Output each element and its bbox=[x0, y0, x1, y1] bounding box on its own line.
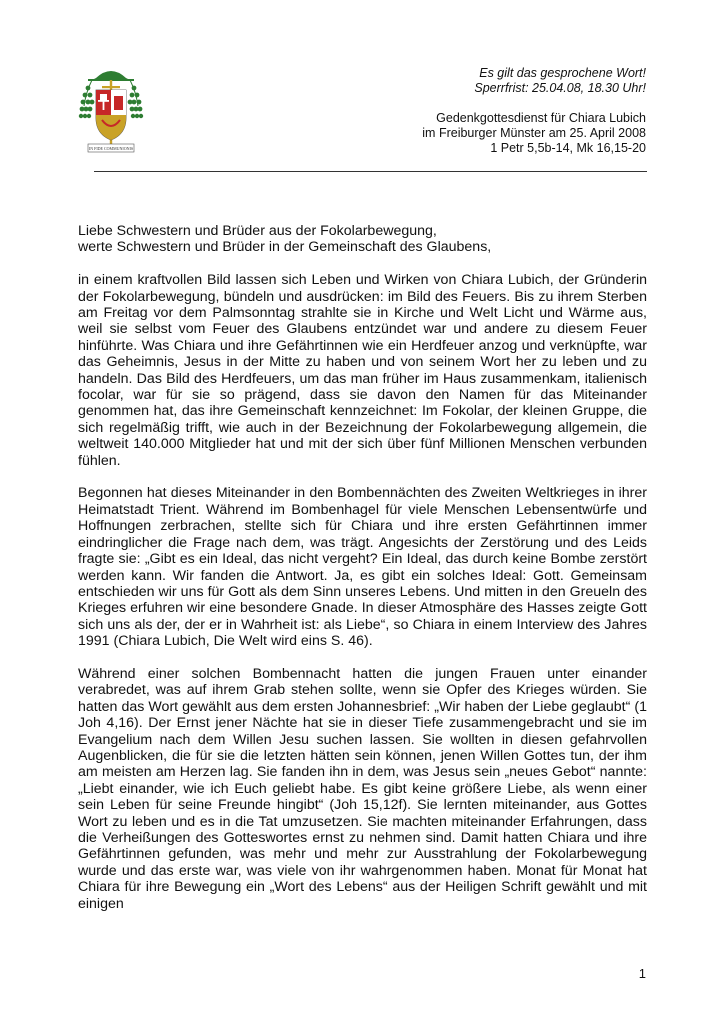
motto-text: IN FIDE COMMUNIONIS bbox=[88, 146, 134, 151]
header-title: Gedenkgottesdienst für Chiara Lubich bbox=[436, 111, 646, 125]
salutation-line-2: werte Schwestern und Brüder in der Gemeinschaft des Glaubens, bbox=[78, 239, 492, 256]
header-notice: Es gilt das gesprochene Wort! bbox=[479, 66, 646, 80]
document-header bbox=[226, 66, 646, 156]
document-body bbox=[78, 223, 647, 928]
salutation-line-1: Liebe Schwestern und Brüder aus der Fokolarbewegung, bbox=[78, 223, 437, 239]
header-divider bbox=[94, 171, 647, 172]
paragraph: Begonnen hat dieses Miteinander in den Bombennächten des Zweiten Weltkrieges in ihrer Heimatstadt Trient. Während im Bombenhagel für viele Menschen Lebensentwürfe und Hoffnungen zerbrachen, stellte sich für Chiara und ihre ersten Gefährtinnen immer eindringlicher die Frage nach dem, was trägt. Angesichts der Zerstörung und des Leids fragte sie: „Gibt es ein Ideal, das nicht vergeht? Ein Ideal, das durch keine Bombe zerstört werden kann. Wir fanden die Antwort. Ja, es gibt ein solches Ideal: Gott. Gemeinsam entschieden wir uns für Gott als dem Sinn unseres Lebens. Und mitten in den Greueln des Krieges erfuhren wir eine besondere Gnade. In dieser Atmosphäre des Hasses zeigte Gott sich uns als der, der er in Wahrheit ist: als Liebe“, so Chiara in einem Interview des Jahres 1991 (Chiara Lubich, Die Welt wird eins S. 46). bbox=[78, 485, 647, 650]
paragraph: in einem kraftvollen Bild lassen sich Leben und Wirken von Chiara Lubich, der Gründerin der Fokolarbewegung, bündeln und ausdrücken: im Bild des Feuers. Bis zu ihrem Sterben am Freitag vor dem Palmsonntag strahlte sie in Kirche und Welt Licht und Wärme aus, weil sie selbst vom Feuer des Glaubens entzündet war und andere zu diesem Feuer hinführte. Was Chiara und ihre Gefährtinnen wie ein Herdfeuer anzog und verknüpfte, war das Geheimnis, Jesus in der Mitte zu haben und von seinem Wort her zu leben und zu handeln. Das Bild des Herdfeuers, um das man früher im Haus zusammenkam, italienisch focolar, war für sie so prägend, dass sie davon den Namen für das Miteinander genommen hat, das ihre Gemeinschaft kennzeichnet: Im Fokolar, der kleinen Gruppe, die sich regelmäßig trifft, wie auch in der Bezeichnung der Fokolarbewegung allgemein, die weltweit 140.000 Mitglieder hat und mit der sich über fünf Millionen Menschen verbunden fühlen. bbox=[78, 272, 647, 469]
salutation bbox=[78, 223, 647, 256]
header-place: im Freiburger Münster am 25. April 2008 bbox=[422, 126, 646, 140]
paragraph: Während einer solchen Bombennacht hatten die jungen Frauen unter einander verabredet, was auf ihrem Grab stehen sollte, wenn sie Opfer des Krieges würden. Sie hatten das Wort gewählt aus dem ersten Johannesbrief: „Wir haben der Liebe geglaubt“ (1 Joh 4,16). Der Ernst jener Nächte hat sie in dieser Tiefe zusammengebracht und sie im Evangelium nach dem Willen Jesu suchen lassen. Sie wollten in diesen gefahrvollen Augenblicken, die für sie die letzten hätten sein können, jenen Willen Gottes tun, der ihm am meisten am Herzen lag. Sie fanden ihn in dem, was Jesus sein „neues Gebot“ nannte: „Liebt einander, wie ich Euch geliebt habe. Es gibt keine größere Liebe, als wenn einer sein Leben für seine Freunde hingibt“ (Joh 15,12f). Sie lernten miteinander, aus Gottes Wort zu leben und es in die Tat umzusetzen. Sie machten miteinander Erfahrungen, dass die Verheißungen des Gotteswortes ernst zu nehmen sind. Damit hatten Chiara und ihre Gefährtinnen gefunden, was mehr und mehr zur Ausstrahlung der Fokolarbewegung wurde und das erste war, was viele von ihr wahrgenommen haben. Monat für Monat hat Chiara für ihre Bewegung ein „Wort des Lebens“ aus der Heiligen Schrift gewählt und mit einigen bbox=[78, 665, 647, 912]
galero-hat-icon bbox=[92, 71, 130, 80]
coat-of-arms bbox=[78, 62, 144, 158]
page-number: 1 bbox=[638, 966, 646, 981]
header-readings: 1 Petr 5,5b-14, Mk 16,15-20 bbox=[490, 141, 646, 155]
coat-of-arms-icon bbox=[78, 62, 144, 158]
header-embargo: Sperrfrist: 25.04.08, 18.30 Uhr! bbox=[474, 81, 646, 95]
